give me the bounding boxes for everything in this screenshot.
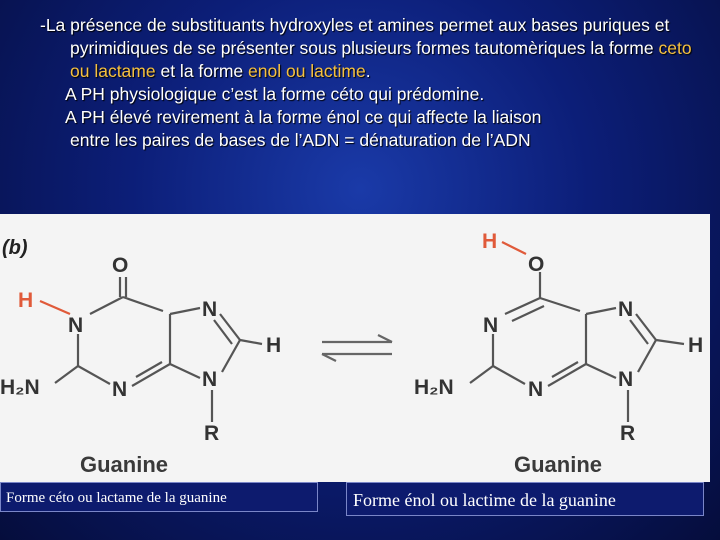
keto-r-label: R	[204, 422, 220, 445]
enol-oxygen-label: O	[528, 253, 545, 276]
tautomers-connector: et la forme	[155, 61, 249, 81]
guanine-tautomers-figure	[0, 214, 710, 482]
enol-n9-label: N	[618, 368, 634, 391]
enol-n7-label: N	[618, 298, 634, 321]
enol-h8-label: H	[688, 334, 704, 357]
keto-guanine-atoms	[0, 254, 281, 477]
enol-guanine-structure	[470, 242, 684, 422]
slide-text	[40, 14, 710, 152]
paragraph-tautomers	[40, 14, 710, 83]
paragraph-high-ph-line2: entre les paires de bases de l’ADN = dénaturation de l’ADN	[70, 130, 531, 150]
keto-n1-label: N	[68, 314, 84, 337]
enol-r-label: R	[620, 422, 636, 445]
keto-amine-label: H₂N	[0, 376, 40, 399]
keto-n3-label: N	[112, 378, 128, 401]
paragraph-high-ph-line1: A PH élevé revirement à la forme énol ce qui affecte la liaison	[65, 107, 542, 127]
keto-highlight: ceto ou lactame	[70, 38, 692, 81]
keto-hydrogen-label: H	[18, 289, 34, 312]
enol-n1-label: N	[483, 314, 499, 337]
keto-h8-label: H	[266, 334, 282, 357]
enol-hydrogen-label: H	[482, 230, 498, 253]
enol-compound-name: Guanine	[514, 452, 603, 477]
tautomers-text: -La présence de substituants hydroxyles et amines permet aux bases puriques et pyrimidiques de se présenter sous plusieurs formes tautomèriques la forme	[40, 15, 670, 58]
keto-compound-name: Guanine	[80, 452, 169, 477]
panel-label: (b)	[2, 237, 28, 259]
keto-n7-label: N	[202, 298, 218, 321]
enol-highlight: enol ou lactime	[248, 61, 366, 81]
keto-guanine-structure	[40, 277, 262, 422]
enol-amine-label: H₂N	[414, 376, 454, 399]
keto-caption: Forme céto ou lactame de la guanine	[0, 482, 318, 512]
keto-oxygen-label: O	[112, 254, 129, 277]
keto-n9-label: N	[202, 368, 218, 391]
enol-n3-label: N	[528, 378, 544, 401]
paragraph-physiological-ph: A PH physiologique c’est la forme céto qui prédomine.	[65, 84, 485, 104]
enol-caption: Forme énol ou lactime de la guanine	[346, 482, 704, 516]
enol-guanine-atoms	[414, 230, 703, 477]
tautomers-period: .	[365, 61, 371, 81]
equilibrium-arrows-icon	[322, 335, 392, 361]
